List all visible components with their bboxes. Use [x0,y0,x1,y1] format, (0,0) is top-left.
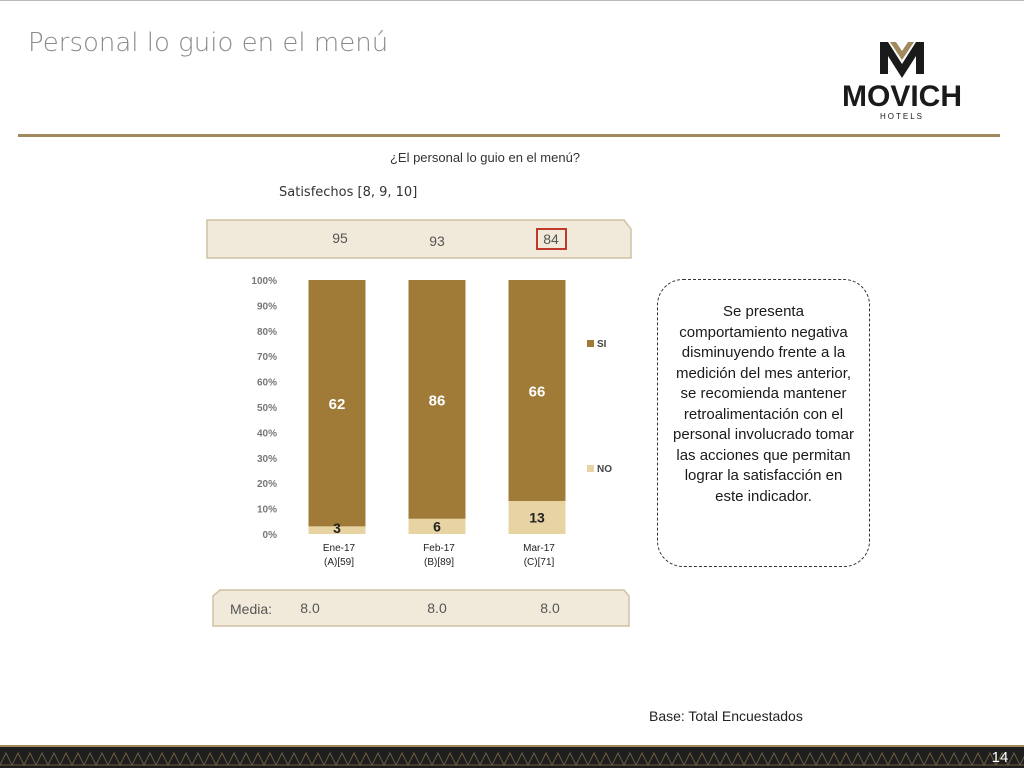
y-tick-label: 10% [256,504,277,516]
x-category-label: (B)[89] [423,557,455,568]
y-tick-label: 90% [256,301,277,313]
satisfied-label: Satisfechos [8, 9, 10] [279,185,418,200]
legend-label-si: SI [597,339,607,350]
y-tick-label: 40% [256,428,277,440]
satisfied-value: 93 [429,233,445,249]
page-number: 14 [991,749,1009,766]
y-tick-label: 80% [256,326,277,338]
data-label-no: 6 [433,518,441,535]
media-value: 8.0 [427,600,447,616]
logo-subtitle: HOTELS [879,112,925,121]
footer-pattern-band [0,745,1024,768]
data-label-si: 62 [328,396,346,414]
data-label-si: 66 [528,383,546,401]
media-banner [213,590,629,626]
y-tick-label: 0% [262,530,277,541]
legend [587,339,612,475]
y-tick-label: 60% [256,377,277,389]
x-category-label: (C)[71] [523,557,555,568]
legend-swatch-si [587,340,594,347]
y-tick-label: 50% [256,403,277,414]
data-label-no: 3 [333,520,341,536]
media-value: 8.0 [300,600,320,616]
logo-wordmark: MOVICH [842,80,962,113]
survey-question: ¿El personal lo guio en el menú? [389,150,581,165]
media-label: Media: [230,601,273,617]
satisfied-value: 95 [332,230,348,246]
satisfied-value: 84 [543,231,559,247]
legend-label-no: NO [597,464,612,475]
legend-swatch-no [587,465,594,472]
base-note: Base: Total Encuestados [649,708,803,724]
x-category-label: Ene-17 [322,543,356,554]
analysis-comment [657,279,870,567]
x-category-label: Mar-17 [523,543,555,554]
media-value: 8.0 [540,600,560,616]
y-tick-label: 20% [256,479,277,491]
satisfied-banner [207,220,631,258]
data-label-no: 13 [529,509,545,526]
x-category-label: (A)[59] [323,557,355,568]
y-tick-label: 30% [256,453,277,465]
y-tick-label: 70% [256,352,277,364]
page-title: Personal lo guio en el menú [28,28,389,58]
y-tick-label: 100% [251,276,277,287]
comment-text: Se presenta comportamiento negativa disminuyendo frente a la medición del mes anterior, se recomienda mantener retroalimentación con el personal involucrado tomar las acciones que permitan lograr la satisfacción en este indicador. [673,303,854,505]
data-label-si: 86 [428,392,446,410]
x-category-label: Feb-17 [423,543,455,554]
